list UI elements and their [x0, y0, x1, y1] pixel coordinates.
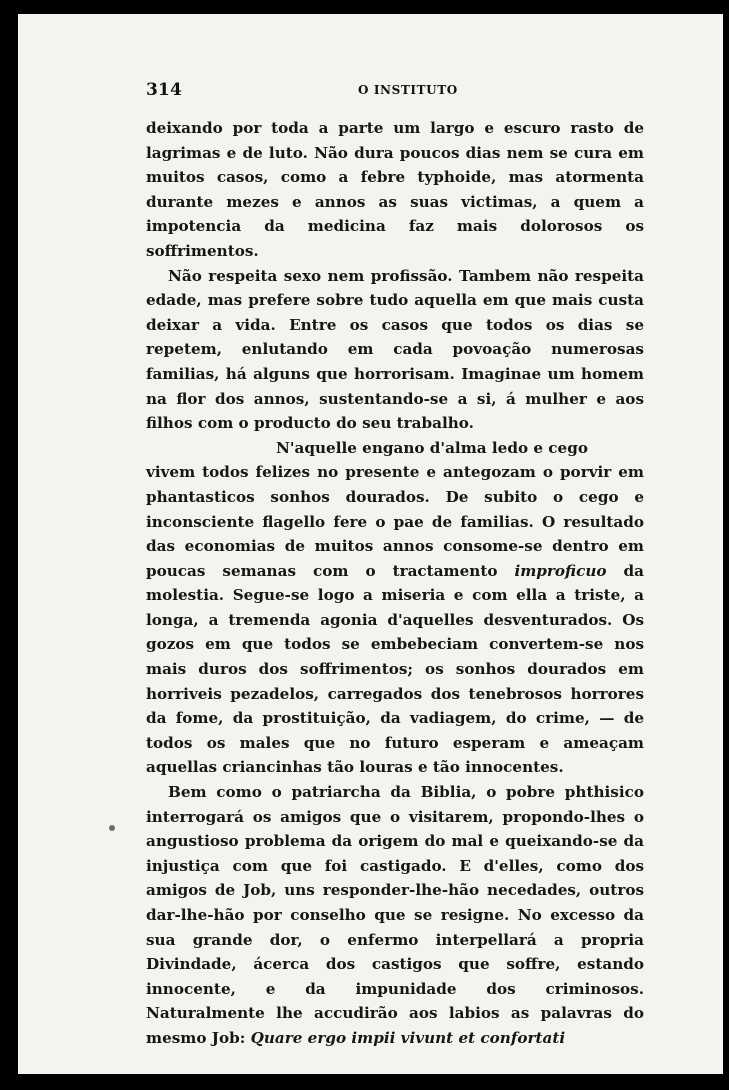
scanned-page: [18, 14, 723, 1074]
page-number: 314: [146, 80, 183, 100]
body-text: [146, 116, 644, 1051]
paragraph-3: [146, 460, 644, 780]
paragraph-4-text: Bem como o patriarcha da Biblia, o pobre phthisico interrogará os amigos que o visitarem, propondo-lhes o angustioso problema da origem do mal e queixando-se da injustiça com que foi castigado. E d'elles, como dos amigos de Job, uns responder-lhe-hão necedades, outros dar-lhe-hão por conselho que se resigne. No excesso da sua grande dor, o enfermo interpellará a propria Divindade, ácerca dos castigos que soffre, estando innocente, e da impunidade dos criminosos. Naturalmente lhe accudirão aos labios as palavras do mesmo Job:: [146, 783, 644, 1047]
running-head: [146, 78, 646, 102]
paragraph-1: deixando por toda a parte um largo e escuro rasto de lagrimas e de luto. Não dura poucos dias nem se cura em muitos casos, como a febre typhoide, mas atormenta durante mezes e annos as suas victimas, a quem a impotencia da medicina faz mais dolorosos os soffrimentos.: [146, 119, 644, 260]
scan-dust-mark: [109, 825, 115, 831]
verse-line: N'aquelle engano d'alma ledo e cego: [276, 438, 588, 457]
paragraph-2: Não respeita sexo nem profissão. Tambem não respeita edade, mas prefere sobre tudo aquella em que mais custa deixar a vida. Entre os casos que todos os dias se repetem, enlutando em cada povoação numerosas familias, há alguns que horrorisam. Imaginae um homem na flor dos annos, sustentando-se a si, á mulher e aos filhos com o producto do seu trabalho.: [146, 266, 644, 433]
latin-quotation: Quare ergo impii vivunt et confortati: [250, 1028, 566, 1047]
paragraph-3-text-start: vivem todos felizes no presente e antegozam o porvir em phantasticos sonhos dourados. De subito o cego e inconsciente flagello fere o pae de familias. O resultado das economias de muitos annos consome-se dentro em poucas semanas com o tractamento: [146, 463, 644, 580]
italic-word-improficuo: improficuo: [514, 561, 607, 580]
paragraph-4: [146, 780, 644, 1051]
paragraph-3-text-end: da molestia. Segue-se logo a miseria e com ella a triste, a longa, a tremenda agonia d'aquelles desventurados. Os gozos em que todos se embebeciam convertem-se nos mais duros dos soffrimentos; os sonhos dourados em horriveis pezadelos, carregados dos tenebrosos horrores da fome, da prostituição, da vadiagem, do crime, — de todos os males que no futuro esperam e ameaçam aquellas criancinhas tão louras e tão innocentes.: [146, 561, 644, 777]
journal-title: O INSTITUTO: [358, 83, 458, 97]
